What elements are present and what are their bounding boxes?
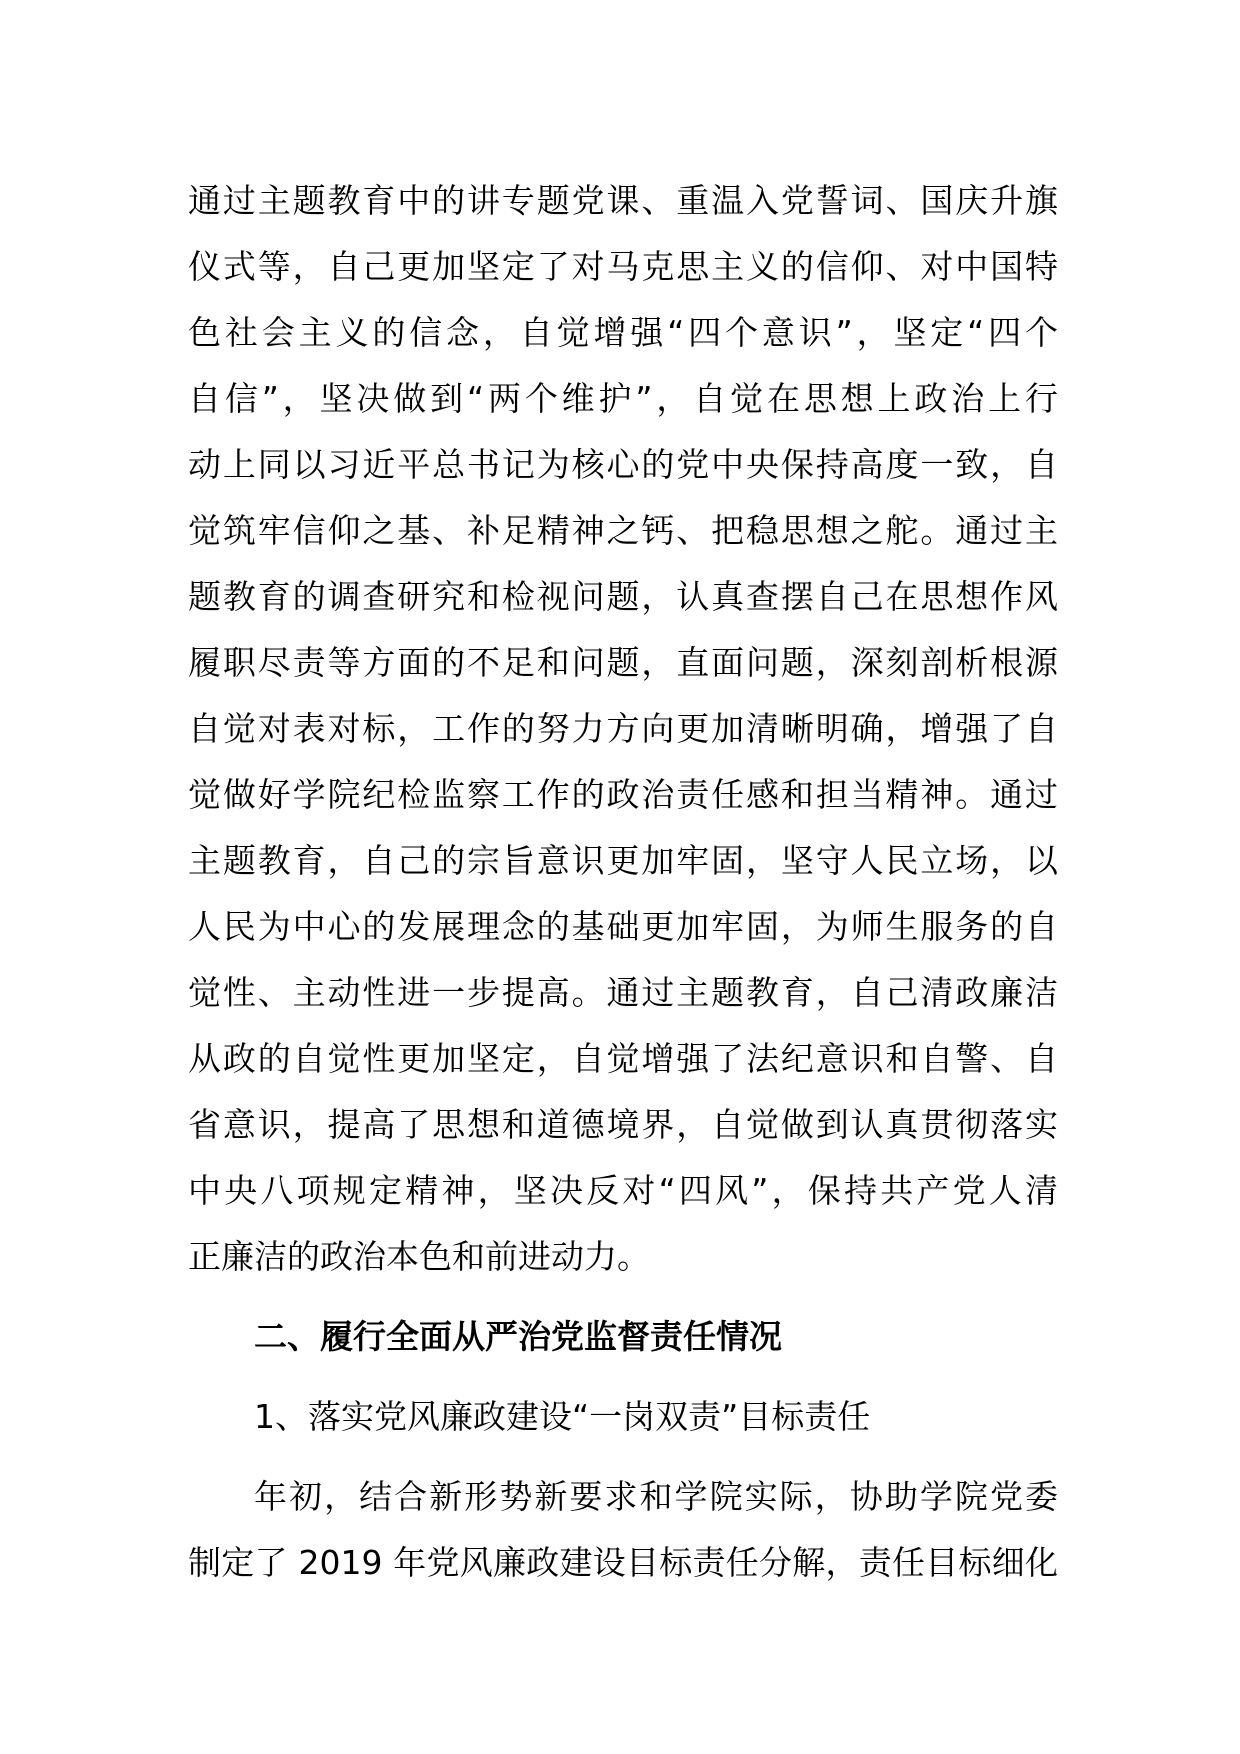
text-line: 人民为中心的发展理念的基础更加牢固，为师生服务的自 (188, 907, 1058, 946)
text-line: 色社会主义的信念，自觉增强“四个意识”，坚定“四个 (188, 313, 1058, 352)
text-line: 中央八项规定精神，坚决反对“四风”，保持共产党人清 (188, 1171, 1058, 1210)
text-line: 觉筑牢信仰之基、补足精神之钙、把稳思想之舵。通过主 (188, 511, 1058, 550)
text-line: 动上同以习近平总书记为核心的党中央保持高度一致，自 (188, 445, 1058, 484)
text-line: 觉性、主动性进一步提高。通过主题教育，自己清政廉洁 (188, 973, 1058, 1012)
section-heading: 二、履行全面从严治党监督责任情况 (254, 1317, 782, 1356)
text-line: 年初，结合新形势新要求和学院实际，协助学院党委 (254, 1477, 1058, 1516)
body-paragraph (188, 168, 1058, 1290)
document-page (188, 168, 1058, 1596)
text-line: 自信”，坚决做到“两个维护”，自觉在思想上政治上行 (188, 379, 1058, 418)
spacer (188, 1450, 1058, 1464)
spacer (188, 1290, 1058, 1304)
subsection-heading: 1、落实党风廉政建设“一岗双责”目标责任 (254, 1397, 871, 1436)
text-line: 履职尽责等方面的不足和问题，直面问题，深刻剖析根源 (188, 643, 1058, 682)
text-line: 主题教育，自己的宗旨意识更加牢固，坚守人民立场，以 (188, 841, 1058, 880)
spacer (188, 1370, 1058, 1384)
text-line: 通过主题教育中的讲专题党课、重温入党誓词、国庆升旗 (188, 181, 1058, 220)
text-line: 制定了 2019 年党风廉政建设目标责任分解，责任目标细化 (188, 1543, 1058, 1582)
text-line: 仪式等，自己更加坚定了对马克思主义的信仰、对中国特 (188, 247, 1058, 286)
text-line: 题教育的调查研究和检视问题，认真查摆自己在思想作风 (188, 577, 1058, 616)
text-line: 从政的自觉性更加坚定，自觉增强了法纪意识和自警、自 (188, 1039, 1058, 1078)
text-line: 正廉洁的政治本色和前进动力。 (188, 1237, 650, 1276)
text-line: 自觉对表对标，工作的努力方向更加清晰明确，增强了自 (188, 709, 1058, 748)
text-line: 觉做好学院纪检监察工作的政治责任感和担当精神。通过 (188, 775, 1058, 814)
text-line: 省意识，提高了思想和道德境界，自觉做到认真贯彻落实 (188, 1105, 1058, 1144)
body-paragraph (188, 1464, 1058, 1596)
